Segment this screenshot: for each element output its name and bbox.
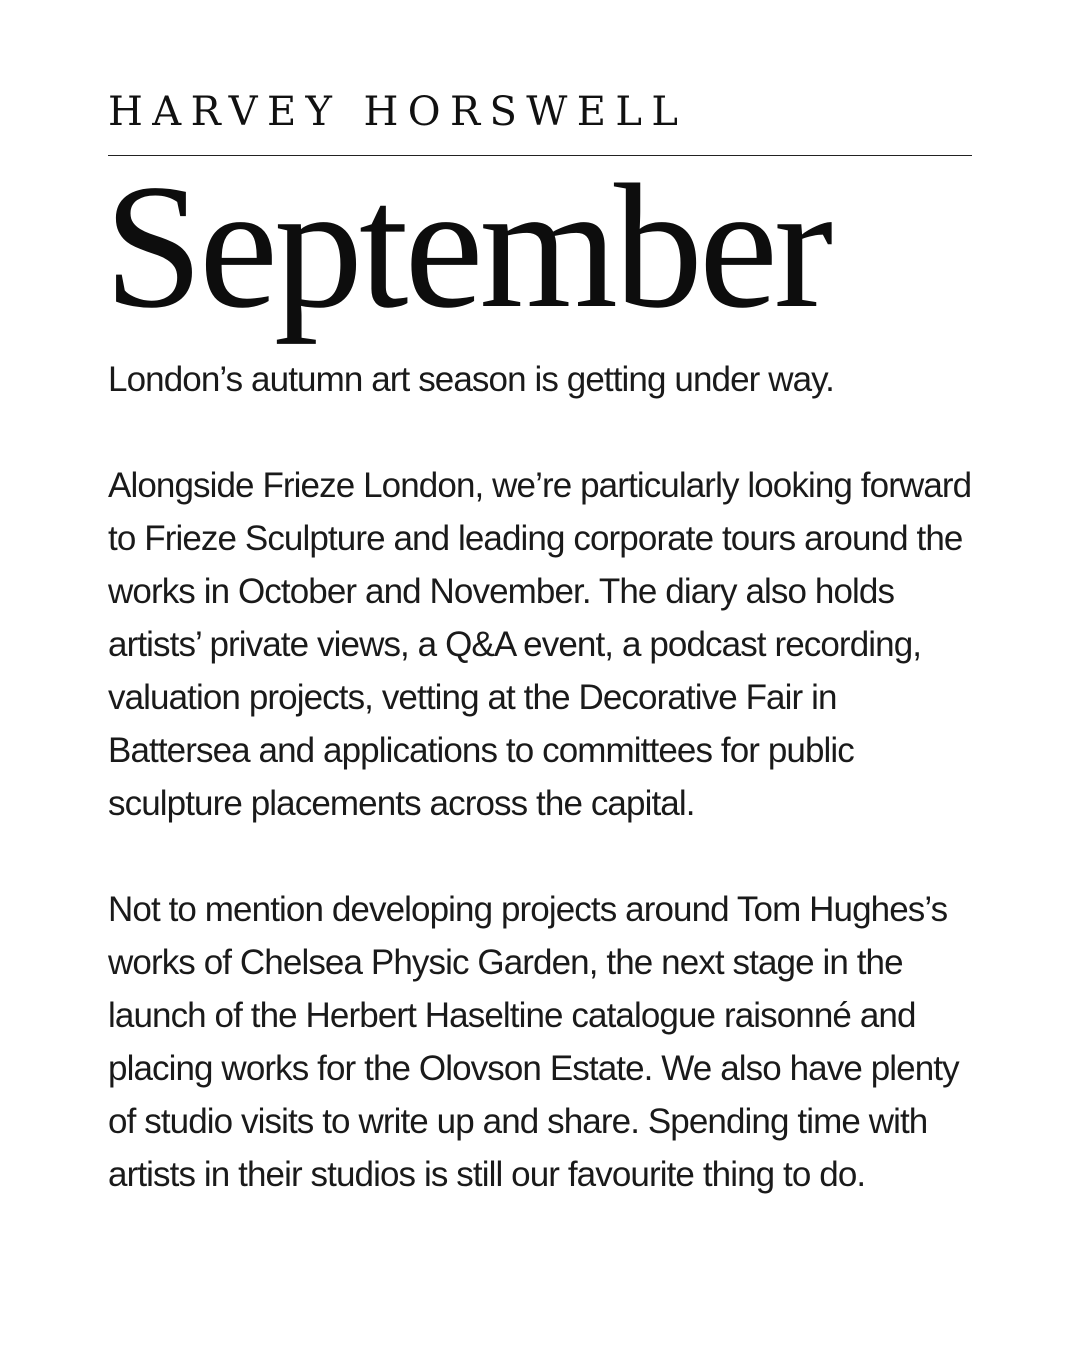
article-body xyxy=(108,353,978,1201)
page-title: September xyxy=(104,147,830,345)
intro-paragraph: London’s autumn art season is getting under way. xyxy=(108,360,834,399)
projects-paragraph: Not to mention developing projects around Tom Hughes’s works of Chelsea Physic Garden, the next stage in the launch of the Herbert Haseltine catalogue raisonné and placing works for the Olovson Estate. We also have plenty of studio visits to write up and share. Spending time with artists in their studios is still our favourite thing to do. xyxy=(108,890,959,1194)
newsletter-page xyxy=(104,0,972,1350)
brand-wordmark: HARVEY HORSWELL xyxy=(108,89,688,135)
season-paragraph: Alongside Frieze London, we’re particularly looking forward to Frieze Sculpture and leading corporate tours around the works in October and November. The diary also holds artists’ private views, a Q&A event, a podcast recording, valuation projects, vetting at the Decorative Fair in Battersea and applications to committees for public sculpture placements across the capital. xyxy=(108,466,972,823)
